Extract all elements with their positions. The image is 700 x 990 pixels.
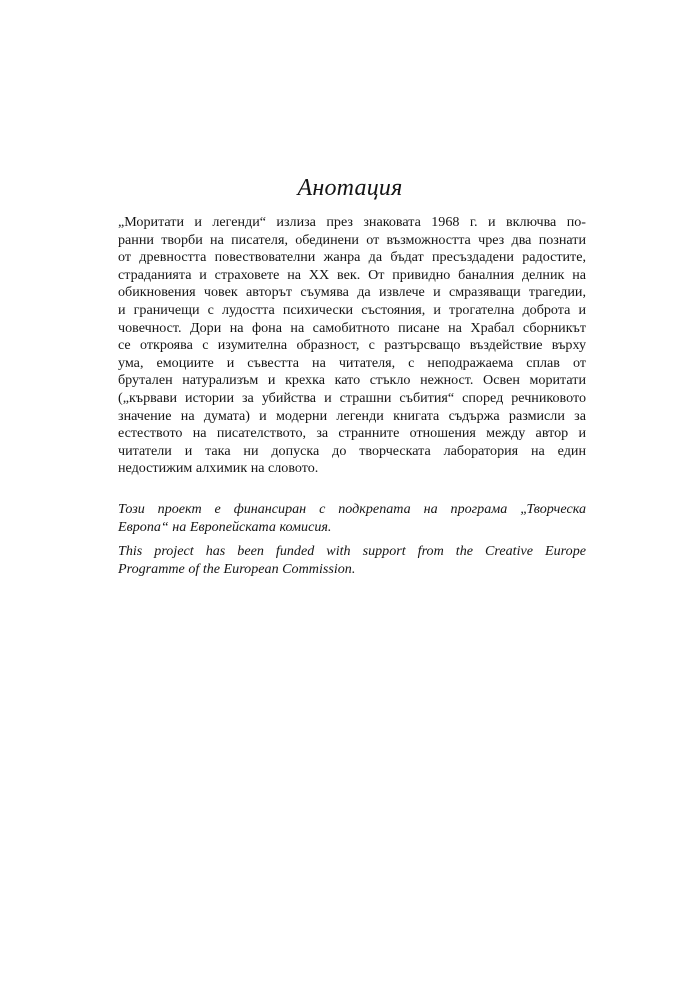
annotation-line: брутален натурализъм и крехка като стъкло нежност. Освен моритати [118,372,586,389]
funding-note-en [118,542,586,578]
funding-note-en-line: Programme of the European Commission. [118,561,356,577]
annotation-line: („кървави истории за убийства и страшни събития“ според речниковото [118,389,586,406]
funding-note-bg-line: Този проект е финансиран с подкрепата на програма „Творческа [118,501,586,517]
annotation-line: читатели и така ни допуска до творческата лаборатория на един [118,442,586,459]
funding-note-en-line: This project has been funded with support from the Creative Europe [118,543,586,559]
annotation-line: ранни творби на писателя, обединени от възможността чрез два познати [118,231,586,248]
annotation-line: естеството на писателството, за странните отношения между автор и [118,425,586,442]
annotation-line: човечност. Дори на фона на самобитното писане на Храбал сборникът [118,319,586,336]
funding-note-bg-line: Европа“ на Европейската комисия. [118,519,332,535]
annotation-line: и граничещи с лудостта психически състояния, и трогателна доброта и [118,301,586,318]
funding-note-bg [118,500,586,536]
page-title: Анотация [297,175,403,201]
annotation-line: значение на думата) и модерни легенди книгата съдържа размисли за [118,407,586,424]
annotation-line: ума, емоциите и съвестта на читателя, с неподражаема сплав от [118,354,586,371]
annotation-line: „Моритати и легенди“ излиза през знаковата 1968 г. и включва по- [118,214,586,230]
annotation-line: от древността повествователни жанра да бъдат пресъздадени радостите, [118,249,586,266]
annotation-line: недостижим алхимик на словото. [118,460,319,477]
annotation-line: обикновения човек авторът съумява да извлече и смразяващи трагедии, [118,284,586,301]
annotation-line: се откроява с изумителна образност, с разтърсващо въздействие върху [118,337,586,354]
annotation-line: страданията и страховете на ХХ век. От привидно баналния делник на [118,266,586,283]
annotation-paragraph [118,214,586,478]
